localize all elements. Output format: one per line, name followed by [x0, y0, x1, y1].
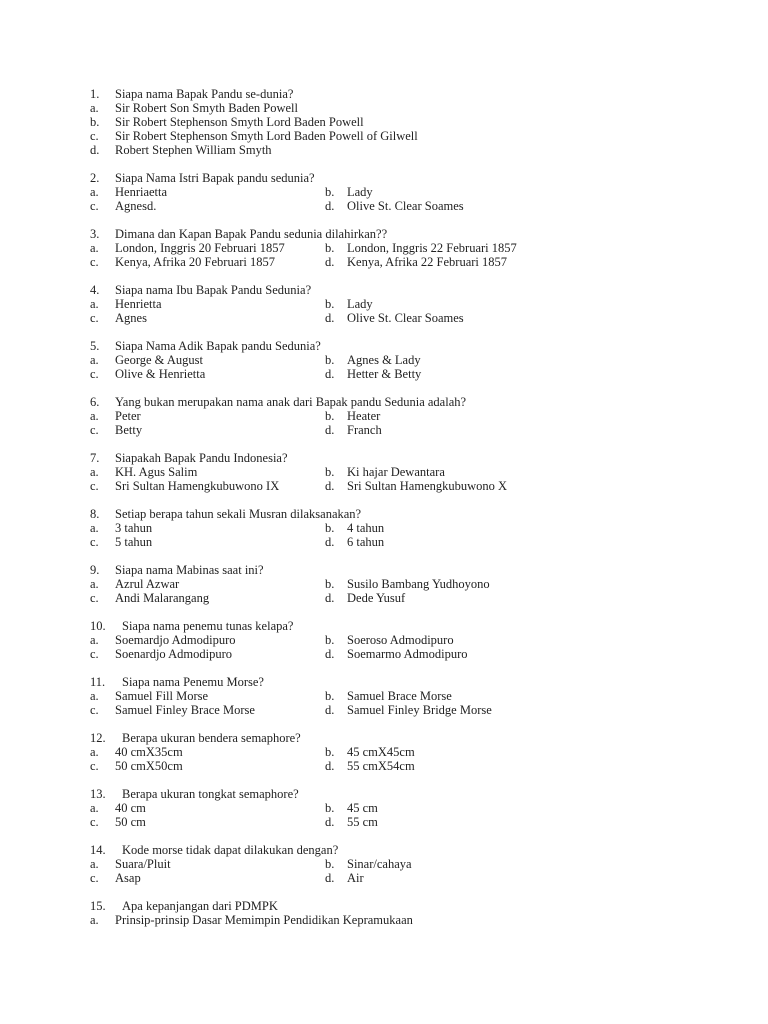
- option-label: a.: [90, 101, 99, 115]
- option-label: a.: [90, 745, 99, 759]
- option-text: Olive St. Clear Soames: [347, 199, 464, 213]
- option-label: d.: [325, 535, 335, 549]
- option-label: b.: [325, 241, 335, 255]
- question-number: 7.: [90, 451, 100, 465]
- option-label: c.: [90, 535, 99, 549]
- question-10: [0, 619, 768, 633]
- option-label: b.: [90, 115, 100, 129]
- option-row: [0, 521, 768, 535]
- question-number: 9.: [90, 563, 100, 577]
- question-number: 2.: [90, 171, 100, 185]
- question-number: 10.: [90, 619, 106, 633]
- option-label: b.: [325, 633, 335, 647]
- spacer: [0, 773, 768, 787]
- option-text: 40 cmX35cm: [115, 745, 183, 759]
- option-text: London, Inggris 22 Februari 1857: [347, 241, 517, 255]
- option-label: c.: [90, 423, 99, 437]
- option-text: London, Inggris 20 Februari 1857: [115, 241, 285, 255]
- question-text: Kode morse tidak dapat dilakukan dengan?: [122, 843, 339, 857]
- option-text: Dede Yusuf: [347, 591, 406, 605]
- option-text: Lady: [347, 185, 373, 199]
- question-text: Apa kepanjangan dari PDMPK: [122, 899, 278, 913]
- option-row: [0, 465, 768, 479]
- question-number: 3.: [90, 227, 100, 241]
- question-3: [0, 227, 768, 241]
- question-6: [0, 395, 768, 409]
- spacer: [0, 325, 768, 339]
- question-1: [0, 87, 768, 101]
- option-label: c.: [90, 703, 99, 717]
- option-label: a.: [90, 521, 99, 535]
- option-row: [0, 801, 768, 815]
- option-row: [0, 367, 768, 381]
- option-text: Henrietta: [115, 297, 162, 311]
- option-text: Betty: [115, 423, 143, 437]
- option-text: 45 cm: [347, 801, 378, 815]
- option-row: [0, 857, 768, 871]
- question-number: 4.: [90, 283, 100, 297]
- option-label: a.: [90, 857, 99, 871]
- question-text: Berapa ukuran bendera semaphore?: [122, 731, 301, 745]
- option-label: a.: [90, 689, 99, 703]
- option-label: a.: [90, 465, 99, 479]
- option-text: Agnes & Lady: [347, 353, 421, 367]
- option-text: 45 cmX45cm: [347, 745, 415, 759]
- question-7: [0, 451, 768, 465]
- option-text: Franch: [347, 423, 382, 437]
- option-text: Agnes: [115, 311, 147, 325]
- question-number: 6.: [90, 395, 100, 409]
- option-row: [0, 185, 768, 199]
- option-text: 4 tahun: [347, 521, 385, 535]
- spacer: [0, 493, 768, 507]
- option-text: Samuel Finley Bridge Morse: [347, 703, 492, 717]
- question-9: [0, 563, 768, 577]
- question-number: 12.: [90, 731, 106, 745]
- option-text: Olive & Henrietta: [115, 367, 206, 381]
- question-15: [0, 899, 768, 913]
- option-text: Sinar/cahaya: [347, 857, 412, 871]
- option-label: b.: [325, 689, 335, 703]
- option-label: c.: [90, 871, 99, 885]
- question-text: Siapa nama Bapak Pandu se-dunia?: [115, 87, 294, 101]
- option-text: 40 cm: [115, 801, 146, 815]
- option-row: [0, 101, 768, 115]
- question-text: Berapa ukuran tongkat semaphore?: [122, 787, 299, 801]
- option-label: c.: [90, 759, 99, 773]
- option-text: Samuel Finley Brace Morse: [115, 703, 255, 717]
- option-label: c.: [90, 479, 99, 493]
- option-text: Susilo Bambang Yudhoyono: [347, 577, 490, 591]
- option-row: [0, 129, 768, 143]
- option-row: [0, 423, 768, 437]
- option-row: [0, 143, 768, 157]
- option-text: Samuel Brace Morse: [347, 689, 452, 703]
- option-text: 5 tahun: [115, 535, 153, 549]
- question-text: Siapakah Bapak Pandu Indonesia?: [115, 451, 288, 465]
- option-row: [0, 353, 768, 367]
- option-row: [0, 633, 768, 647]
- question-number: 1.: [90, 87, 100, 101]
- question-text: Siapa nama Ibu Bapak Pandu Sedunia?: [115, 283, 312, 297]
- option-label: a.: [90, 241, 99, 255]
- question-text: Siapa nama penemu tunas kelapa?: [122, 619, 294, 633]
- question-number: 14.: [90, 843, 106, 857]
- question-13: [0, 787, 768, 801]
- option-text: Samuel Fill Morse: [115, 689, 209, 703]
- option-label: c.: [90, 311, 99, 325]
- option-label: d.: [325, 759, 335, 773]
- option-label: a.: [90, 633, 99, 647]
- option-text: George & August: [115, 353, 203, 367]
- option-text: 6 tahun: [347, 535, 385, 549]
- option-text: KH. Agus Salim: [115, 465, 198, 479]
- spacer: [0, 157, 768, 171]
- option-label: b.: [325, 409, 335, 423]
- question-12: [0, 731, 768, 745]
- option-label: b.: [325, 577, 335, 591]
- option-label: d.: [325, 311, 335, 325]
- question-4: [0, 283, 768, 297]
- spacer: [0, 829, 768, 843]
- option-label: d.: [325, 367, 335, 381]
- option-label: c.: [90, 199, 99, 213]
- question-2: [0, 171, 768, 185]
- spacer: [0, 381, 768, 395]
- question-number: 11.: [90, 675, 106, 689]
- option-label: b.: [325, 465, 335, 479]
- option-text: Sir Robert Son Smyth Baden Powell: [115, 101, 298, 115]
- option-label: d.: [325, 647, 335, 661]
- spacer: [0, 885, 768, 899]
- option-label: d.: [90, 143, 100, 157]
- spacer: [0, 661, 768, 675]
- option-label: b.: [325, 801, 335, 815]
- spacer: [0, 927, 768, 941]
- option-row: [0, 297, 768, 311]
- option-text: Robert Stephen William Smyth: [115, 143, 272, 157]
- question-text: Siapa nama Penemu Morse?: [122, 675, 264, 689]
- option-text: Soemardjo Admodipuro: [115, 633, 236, 647]
- quiz-document: [0, 87, 768, 941]
- option-label: a.: [90, 913, 99, 927]
- spacer: [0, 717, 768, 731]
- spacer: [0, 605, 768, 619]
- option-text: 55 cmX54cm: [347, 759, 415, 773]
- option-row: [0, 115, 768, 129]
- option-text: Soenardjo Admodipuro: [115, 647, 233, 661]
- option-label: c.: [90, 591, 99, 605]
- question-text: Siapa Nama Istri Bapak pandu sedunia?: [115, 171, 315, 185]
- option-label: b.: [325, 857, 335, 871]
- option-label: b.: [325, 297, 335, 311]
- option-label: a.: [90, 801, 99, 815]
- question-text: Dimana dan Kapan Bapak Pandu sedunia dilahirkan??: [115, 227, 388, 241]
- question-11: [0, 675, 768, 689]
- option-row: [0, 577, 768, 591]
- option-row: [0, 409, 768, 423]
- option-label: c.: [90, 255, 99, 269]
- option-label: d.: [325, 871, 335, 885]
- option-row: [0, 535, 768, 549]
- option-text: Agnesd.: [115, 199, 157, 213]
- option-text: 55 cm: [347, 815, 378, 829]
- option-text: Lady: [347, 297, 373, 311]
- question-text: Siapa nama Mabinas saat ini?: [115, 563, 264, 577]
- option-row: [0, 689, 768, 703]
- option-label: c.: [90, 129, 99, 143]
- option-text: Prinsip-prinsip Dasar Memimpin Pendidikan Kepramukaan: [115, 913, 413, 927]
- question-number: 8.: [90, 507, 100, 521]
- option-label: d.: [325, 591, 335, 605]
- option-text: Ki hajar Dewantara: [347, 465, 445, 479]
- option-label: b.: [325, 745, 335, 759]
- option-row: [0, 745, 768, 759]
- option-label: d.: [325, 423, 335, 437]
- option-row: [0, 255, 768, 269]
- option-text: Asap: [115, 871, 141, 885]
- spacer: [0, 437, 768, 451]
- option-text: Soemarmo Admodipuro: [347, 647, 468, 661]
- option-label: a.: [90, 353, 99, 367]
- option-row: [0, 311, 768, 325]
- spacer: [0, 549, 768, 563]
- option-label: a.: [90, 409, 99, 423]
- option-label: d.: [325, 479, 335, 493]
- question-number: 5.: [90, 339, 100, 353]
- option-text: Hetter & Betty: [347, 367, 422, 381]
- option-label: c.: [90, 815, 99, 829]
- option-row: [0, 703, 768, 717]
- option-text: Soeroso Admodipuro: [347, 633, 454, 647]
- option-label: a.: [90, 577, 99, 591]
- option-text: Air: [347, 871, 364, 885]
- option-label: b.: [325, 185, 335, 199]
- option-row: [0, 871, 768, 885]
- question-8: [0, 507, 768, 521]
- option-label: b.: [325, 353, 335, 367]
- question-5: [0, 339, 768, 353]
- option-text: Sir Robert Stephenson Smyth Lord Baden Powell: [115, 115, 364, 129]
- option-row: [0, 647, 768, 661]
- option-text: 50 cm: [115, 815, 146, 829]
- option-row: [0, 479, 768, 493]
- option-row: [0, 199, 768, 213]
- option-text: Kenya, Afrika 22 Februari 1857: [347, 255, 508, 269]
- option-text: Sir Robert Stephenson Smyth Lord Baden Powell of Gilwell: [115, 129, 418, 143]
- option-text: Peter: [115, 409, 141, 423]
- option-label: d.: [325, 199, 335, 213]
- option-text: Henriaetta: [115, 185, 168, 199]
- option-text: Suara/Pluit: [115, 857, 171, 871]
- option-row: [0, 241, 768, 255]
- option-text: 3 tahun: [115, 521, 153, 535]
- option-label: c.: [90, 367, 99, 381]
- question-number: 13.: [90, 787, 106, 801]
- option-row: [0, 759, 768, 773]
- option-label: d.: [325, 703, 335, 717]
- question-14: [0, 843, 768, 857]
- question-text: Setiap berapa tahun sekali Musran dilaksanakan?: [115, 507, 362, 521]
- spacer: [0, 213, 768, 227]
- option-text: Sri Sultan Hamengkubuwono IX: [115, 479, 280, 493]
- option-row: [0, 591, 768, 605]
- option-text: Olive St. Clear Soames: [347, 311, 464, 325]
- option-text: 50 cmX50cm: [115, 759, 183, 773]
- option-label: d.: [325, 815, 335, 829]
- option-row: [0, 815, 768, 829]
- question-text: Yang bukan merupakan nama anak dari Bapak pandu Sedunia adalah?: [115, 395, 467, 409]
- option-text: Sri Sultan Hamengkubuwono X: [347, 479, 508, 493]
- question-text: Siapa Nama Adik Bapak pandu Sedunia?: [115, 339, 321, 353]
- option-label: a.: [90, 185, 99, 199]
- option-text: Kenya, Afrika 20 Februari 1857: [115, 255, 276, 269]
- option-label: b.: [325, 521, 335, 535]
- question-number: 15.: [90, 899, 106, 913]
- spacer: [0, 269, 768, 283]
- option-label: d.: [325, 255, 335, 269]
- option-label: c.: [90, 647, 99, 661]
- option-text: Andi Malarangang: [115, 591, 210, 605]
- option-text: Heater: [347, 409, 381, 423]
- option-text: Azrul Azwar: [115, 577, 180, 591]
- option-row: [0, 913, 768, 927]
- option-label: a.: [90, 297, 99, 311]
